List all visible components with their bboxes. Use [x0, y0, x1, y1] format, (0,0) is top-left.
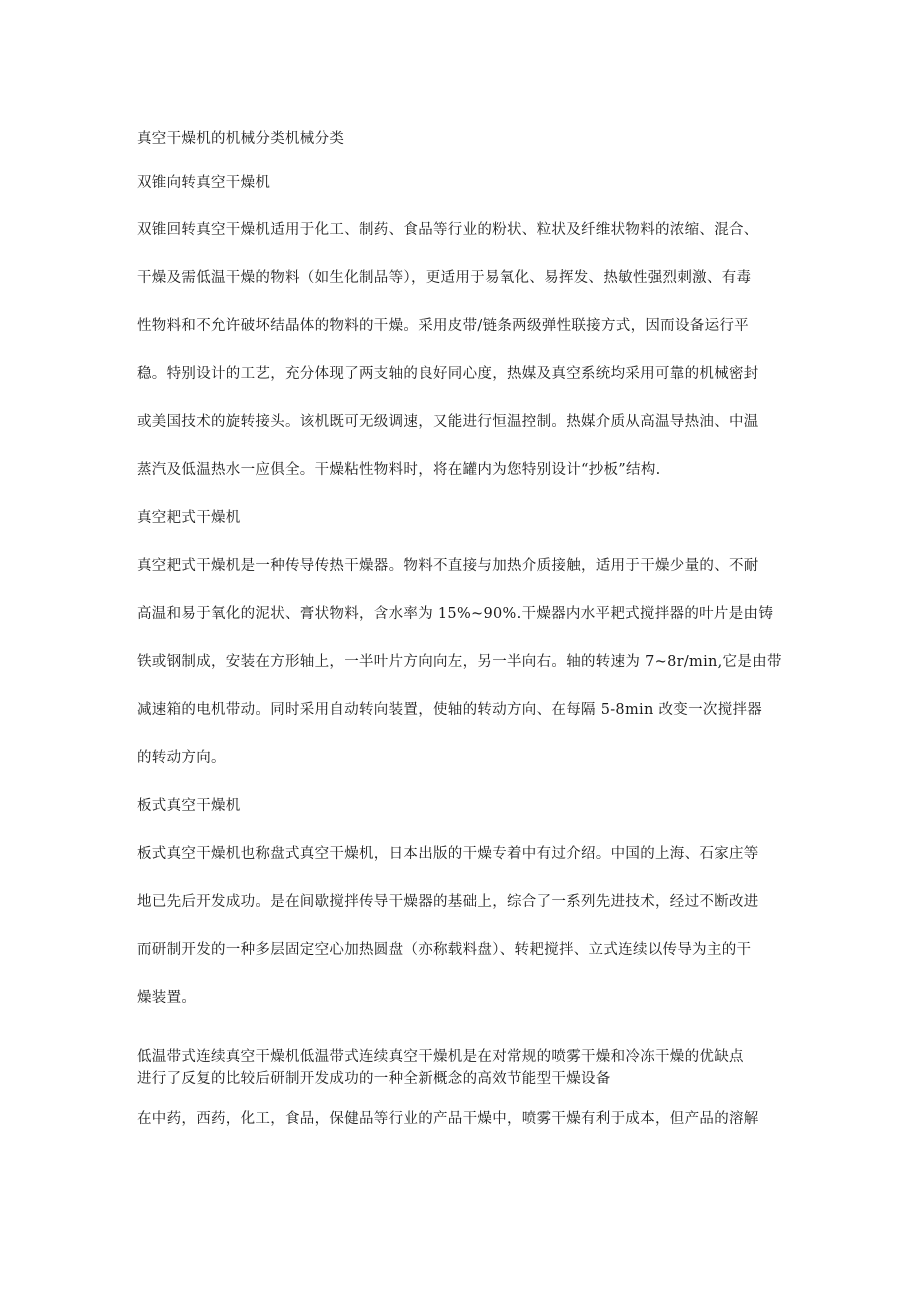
section-heading-plate: 板式真空干燥机: [137, 798, 241, 814]
paragraph-line: 性物料和不允许破坏结晶体的物料的干燥。采用皮带/链条两级弹性联接方式，因而设备运行平: [137, 318, 749, 334]
paragraph-line: 的转动方向。: [137, 750, 226, 766]
paragraph-line: 蒸汽及低温热水一应俱全。干燥粘性物料时，将在罐内为您特别设计“抄板”结构.: [137, 462, 661, 478]
paragraph-line: 板式真空干燥机也称盘式真空干燥机，日本出版的干燥专着中有过介绍。中国的上海、石家庄等: [137, 846, 759, 862]
paragraph-line: 进行了反复的比较后研制开发成功的一种全新概念的高效节能型干燥设备: [137, 1071, 611, 1087]
paragraph-line: 燥装置。: [137, 990, 197, 1006]
section-heading-double-cone: 双锥向转真空干燥机: [137, 175, 271, 191]
paragraph-line: 真空耙式干燥机是一种传导传热干燥器。物料不直接与加热介质接触，适用于干燥少量的、不耐: [137, 558, 759, 574]
document-title: 真空干燥机的机械分类机械分类: [137, 131, 345, 147]
paragraph-line: 减速箱的电机带动。同时采用自动转向装置，使轴的转动方向、在每隔 5-8min 改变一次搅拌器: [137, 702, 763, 718]
paragraph-line: 高温和易于氧化的泥状、膏状物料，含水率为 15%~90%.干燥器内水平耙式搅拌器的叶片是由铸: [137, 606, 774, 622]
paragraph-line: 稳。特别设计的工艺，充分体现了两支轴的良好同心度，热媒及真空系统均采用可靠的机械密封: [137, 366, 759, 382]
section-heading-rake: 真空耙式干燥机: [137, 510, 241, 526]
paragraph-line: 干燥及需低温干燥的物料（如生化制品等），更适用于易氧化、易挥发、热敏性强烈刺激、有毒: [137, 270, 752, 286]
paragraph-line: 双锥回转真空干燥机适用于化工、制药、食品等行业的粉状、粒状及纤维状物料的浓缩、混合、: [137, 222, 759, 238]
paragraph-line: 地已先后开发成功。是在间歇搅拌传导干燥器的基础上，综合了一系列先进技术，经过不断改进: [137, 894, 759, 910]
paragraph-line: 低温带式连续真空干燥机低温带式连续真空干燥机是在对常规的喷雾干燥和冷冻干燥的优缺点: [137, 1049, 744, 1065]
paragraph-line: 在中药，西药，化工，食品，保健品等行业的产品干燥中，喷雾干燥有利于成本，但产品的溶解: [137, 1111, 759, 1127]
paragraph-line: 铁或钢制成，安装在方形轴上，一半叶片方向向左，另一半向右。轴的转速为 7~8r/min,它是由带: [137, 654, 782, 670]
paragraph-line: 或美国技术的旋转接头。该机既可无级调速，又能进行恒温控制。热媒介质从高温导热油、中温: [137, 414, 759, 430]
paragraph-line: 而研制开发的一种多层固定空心加热圆盘（亦称载料盘）、转耙搅拌、立式连续以传导为主的干: [137, 942, 752, 958]
